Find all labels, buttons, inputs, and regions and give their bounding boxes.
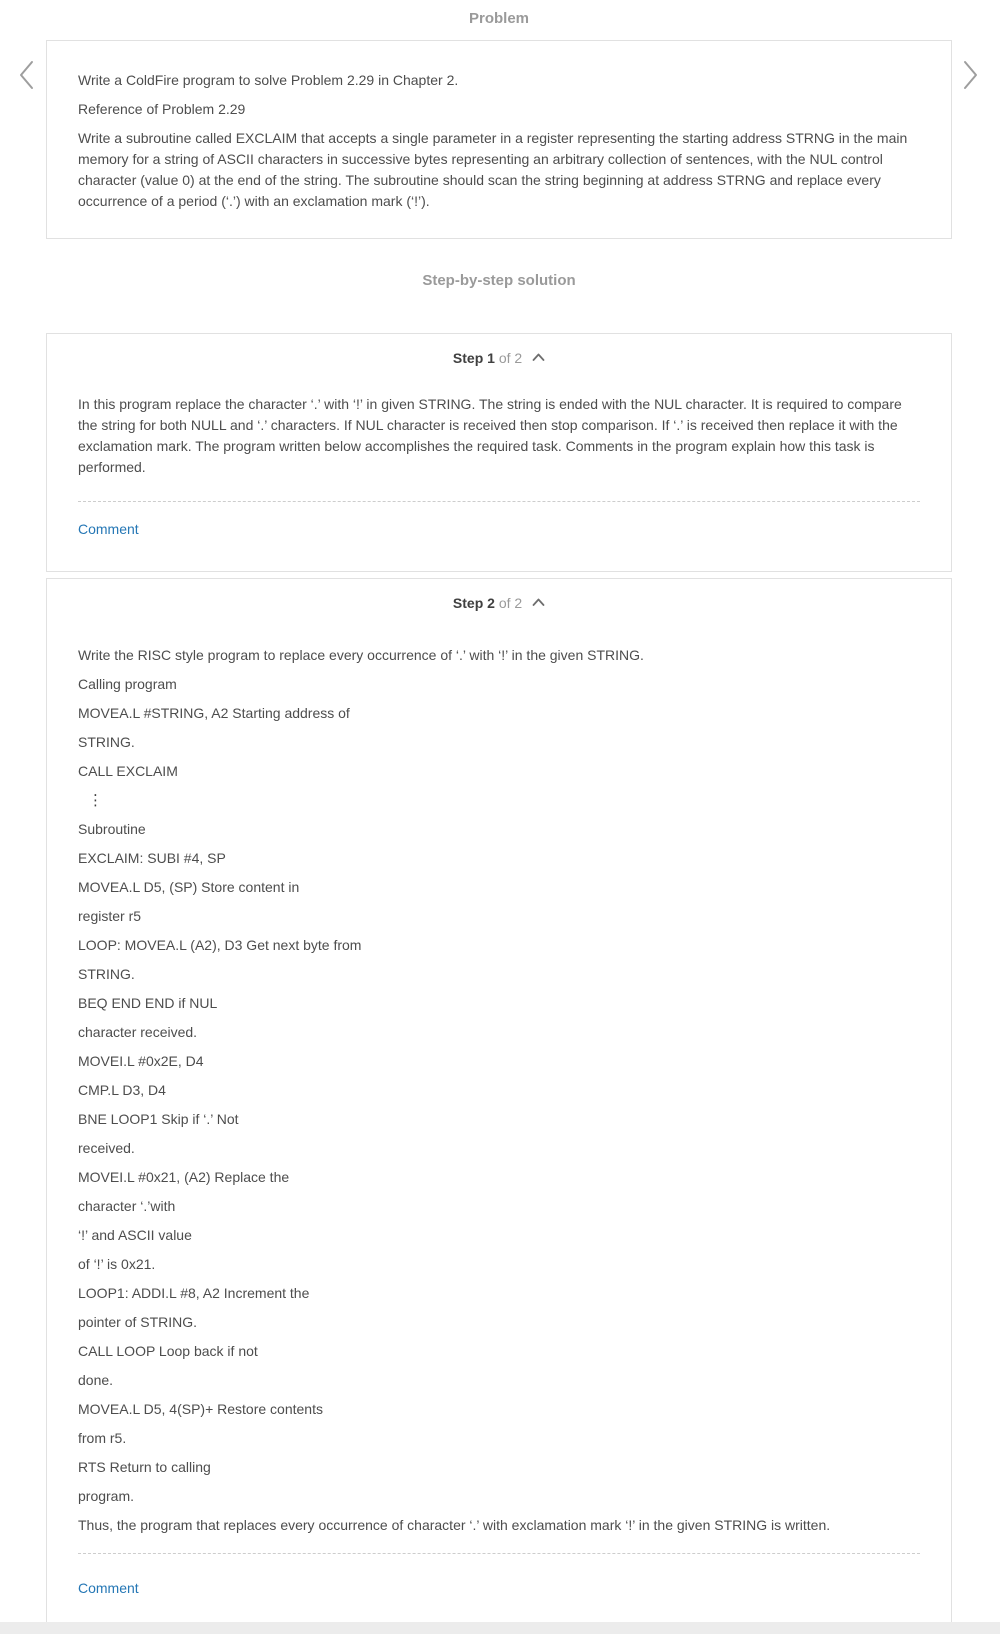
step-count: of 2 [498,595,523,611]
step-1-card [46,333,952,572]
solution-line: MOVEA.L D5, 4(SP)+ Restore contents [78,1401,323,1417]
solution-line: CALL EXCLAIM [78,763,178,779]
solution-line: BNE LOOP1 Skip if ‘.’ Not [78,1111,239,1127]
step-label: Step 1 [452,350,495,366]
solution-line: Write the RISC style program to replace every occurrence of ‘.’ with ‘!’ in the given STRING. [78,647,644,663]
solution-line: done. [78,1372,114,1388]
previous-problem-button[interactable] [14,59,38,91]
page-bottom-strip [0,1622,1000,1634]
step-paragraph: In this program replace the character ‘.’ with ‘!’ in given STRING. The string is ended with the NUL character. It is required to compare the string for both NULL and ‘.’ characters. If NUL character is received then stop comparison. If ‘.’ is received then replace it with the exclamation mark. The program written below accomplishes the required task. Comments in the program explain how this task is performed. [78,396,902,475]
solution-line: Thus, the program that replaces every occurrence of character ‘.’ with exclamation mark ‘!’ in the given STRING is written. [78,1517,831,1533]
solution-line: character received. [78,1024,198,1040]
solution-line: from r5. [78,1430,127,1446]
problem-body [78,70,920,212]
solution-line: MOVEI.L #0x2E, D4 [78,1053,204,1069]
solution-line: CALL LOOP Loop back if not [78,1343,258,1359]
solution-line: MOVEA.L #STRING, A2 Starting address of [78,705,350,721]
step-2-header[interactable] [78,593,920,613]
step-2-body [78,645,920,1536]
divider [78,1553,920,1554]
problem-paragraph: Reference of Problem 2.29 [78,101,246,117]
solution-line: RTS Return to calling [78,1459,211,1475]
solution-line: character ‘.’with [78,1198,176,1214]
comment-link[interactable]: Comment [78,1580,139,1596]
chevron-right-icon [962,60,979,90]
step-2-card [46,578,952,1628]
solution-line: EXCLAIM: SUBI #4, SP [78,850,226,866]
solution-line: MOVEA.L D5, (SP) Store content in [78,879,300,895]
chevron-left-icon [18,60,35,90]
comment-link[interactable]: Comment [78,521,139,537]
solution-line: STRING. [78,734,135,750]
step-count: of 2 [498,350,523,366]
solution-line: LOOP1: ADDI.L #8, A2 Increment the [78,1285,310,1301]
chevron-up-icon[interactable] [532,598,545,606]
solution-line: MOVEI.L #0x21, (A2) Replace the [78,1169,290,1185]
solution-line: received. [78,1140,135,1156]
step-1-body [78,394,920,478]
solution-line: ⋮ [88,792,103,809]
next-problem-button[interactable] [958,59,982,91]
solution-line: pointer of STRING. [78,1314,198,1330]
problem-paragraph: Write a subroutine called EXCLAIM that accepts a single parameter in a register representing the starting address STRNG in the main memory for a string of ASCII characters in successive bytes representing an arbitrary collection of sentences, with the NUL control character (value 0) at the end of the string. The subroutine should scan the string beginning at address STRNG and replace every occurrence of a period (‘.’) with an exclamation mark (‘!’). [78,130,908,209]
solution-line: LOOP: MOVEA.L (A2), D3 Get next byte from [78,937,362,953]
chevron-up-icon[interactable] [532,353,545,361]
solution-line: STRING. [78,966,135,982]
divider [78,501,920,502]
solution-line: register r5 [78,908,142,924]
problem-heading: Problem [468,10,529,27]
solution-line: BEQ END END if NUL [78,995,218,1011]
solution-line: of ‘!’ is 0x21. [78,1256,156,1272]
solution-line: program. [78,1488,135,1504]
solution-line: ‘!’ and ASCII value [78,1227,192,1243]
step-label: Step 2 [452,595,495,611]
solution-line: CMP.L D3, D4 [78,1082,166,1098]
problem-card [46,40,952,239]
step-1-header[interactable] [78,348,920,368]
solution-line: Subroutine [78,821,146,837]
solution-line: Calling program [78,676,177,692]
solution-heading: Step-by-step solution [422,272,576,289]
problem-paragraph: Write a ColdFire program to solve Problem 2.29 in Chapter 2. [78,72,459,88]
